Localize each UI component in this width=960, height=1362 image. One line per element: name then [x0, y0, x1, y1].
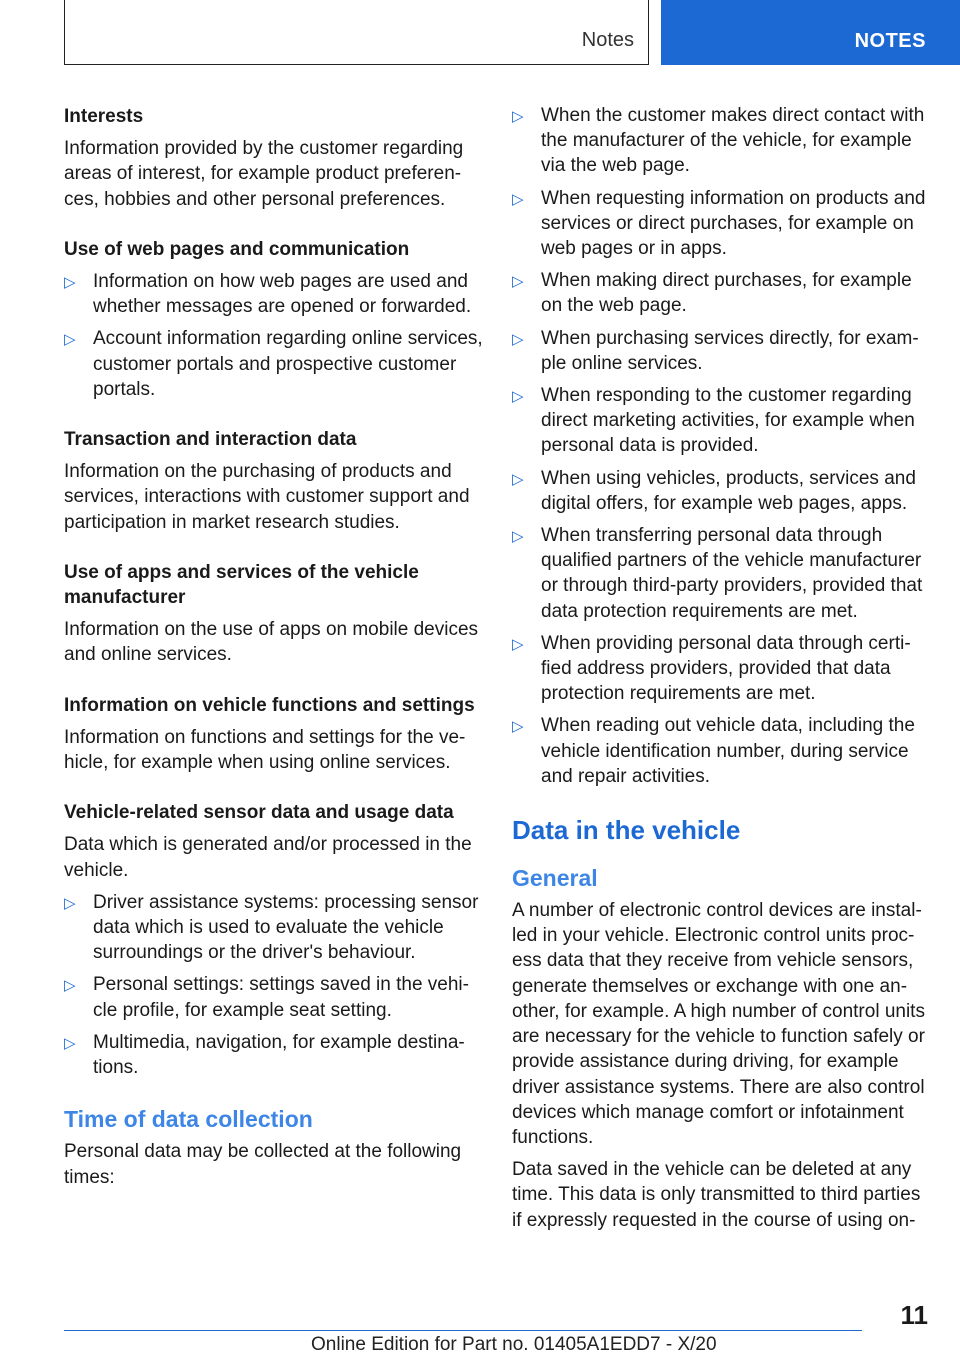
- list-item: ▷ When transferring personal data through qualified partners of the vehicle manufacturer or through third-party providers, provided that data protection requirements are met.: [512, 525, 923, 622]
- triangle-bullet-icon: ▷: [512, 528, 524, 546]
- list-item: ▷ Multimedia, navigation, for example destinations.: [64, 1031, 465, 1079]
- general-heading: General: [512, 865, 598, 892]
- page-number: 11: [900, 1300, 928, 1330]
- sensor-title: Vehicle-related sensor data and usage data: [64, 802, 454, 824]
- apps-title: Use of apps and services of the vehicle manufacturer: [64, 561, 419, 609]
- time-text: Personal data may be collected at the following times:: [64, 1141, 462, 1188]
- left-column: [64, 104, 484, 1215]
- header-chapter-label: NOTES: [854, 30, 926, 52]
- vehicle-data-heading: Data in the vehicle: [512, 815, 741, 846]
- general-text-1: A number of electronic control devices are installed in your vehicle. Electronic control units process data that they receive from vehicle sensors, generate themselves or exchange with one another, for example. A high number of control units are necessary for the vehicle to function safely or provide assistance during driving, for example driver assistance systems. There are also control devices which manage comfort or infotainment functions.: [512, 900, 925, 1148]
- right-column: [512, 103, 932, 1258]
- footer-divider: [64, 1330, 862, 1331]
- time-list: [512, 103, 932, 789]
- triangle-bullet-icon: ▷: [64, 894, 76, 912]
- general-text-2: Data saved in the vehicle can be deleted at any time. This data is only transmitted to third parties if expressly requested in the course of using on-: [512, 1159, 921, 1231]
- sensor-text: Data which is generated and/or processed in the vehicle.: [64, 834, 472, 881]
- interests-title: Interests: [64, 106, 144, 127]
- web-list: [64, 269, 484, 402]
- list-item: ▷ When responding to the customer regarding direct marketing activities, for example when personal data is provided.: [512, 385, 915, 457]
- transaction-text: Information on the purchasing of products and services, interactions with customer support and participation in market research studies.: [64, 461, 470, 533]
- sensor-list: [64, 890, 484, 1080]
- interests-text: Information provided by the customer regarding areas of interest, for example product preferences, hobbies and other personal preferences.: [64, 138, 464, 210]
- triangle-bullet-icon: ▷: [512, 273, 524, 291]
- triangle-bullet-icon: ▷: [512, 190, 524, 208]
- web-title: Use of web pages and communication: [64, 238, 410, 260]
- triangle-bullet-icon: ▷: [64, 274, 76, 292]
- header-section-label: Notes: [581, 29, 634, 51]
- functions-text: Information on functions and settings for the vehicle, for example when using online services.: [64, 726, 466, 774]
- triangle-bullet-icon: ▷: [64, 1034, 76, 1052]
- list-item: ▷ When reading out vehicle data, including the vehicle identification number, during service and repair activities.: [512, 715, 915, 787]
- triangle-bullet-icon: ▷: [512, 718, 524, 736]
- list-item: ▷ When using vehicles, products, services and digital offers, for example web pages, apps.: [512, 467, 916, 514]
- footer-edition: Online Edition for Part no. 01405A1EDD7 - X/20: [311, 1334, 717, 1355]
- list-item: ▷ Information on how web pages are used and whether messages are opened or forwarded.: [64, 271, 472, 318]
- header-section-box: [64, 0, 649, 65]
- list-item: ▷ When purchasing services directly, for example online services.: [512, 327, 919, 374]
- header-chapter-tab[interactable]: [661, 0, 960, 65]
- time-heading: Time of data collection: [64, 1106, 313, 1133]
- functions-title: Information on vehicle functions and settings: [64, 694, 475, 716]
- list-item: ▷ When requesting information on products and services or direct purchases, for example on web pages or in apps.: [512, 187, 926, 260]
- list-item: ▷ When providing personal data through certified address providers, provided that data protection requirements are met.: [512, 632, 911, 705]
- triangle-bullet-icon: ▷: [512, 470, 524, 488]
- triangle-bullet-icon: ▷: [64, 331, 76, 349]
- triangle-bullet-icon: ▷: [512, 108, 524, 125]
- list-item: ▷ Driver assistance systems: processing sensor data which is used to evaluate the vehicle surroundings or the driver's behaviour.: [64, 891, 479, 964]
- list-item: ▷ When making direct purchases, for example on the web page.: [512, 270, 912, 317]
- triangle-bullet-icon: ▷: [64, 977, 76, 995]
- apps-text: Information on the use of apps on mobile devices and online services.: [64, 619, 479, 666]
- triangle-bullet-icon: ▷: [512, 635, 524, 653]
- list-item: ▷ Personal settings: settings saved in the vehicle profile, for example seat setting.: [64, 974, 469, 1021]
- transaction-title: Transaction and interaction data: [64, 429, 357, 451]
- list-item: ▷ When the customer makes direct contact with the manufacturer of the vehicle, for example via the web page.: [512, 105, 925, 177]
- triangle-bullet-icon: ▷: [512, 388, 524, 406]
- list-item: ▷ Account information regarding online services, customer portals and prospective customer portals.: [64, 328, 483, 400]
- triangle-bullet-icon: ▷: [512, 330, 524, 348]
